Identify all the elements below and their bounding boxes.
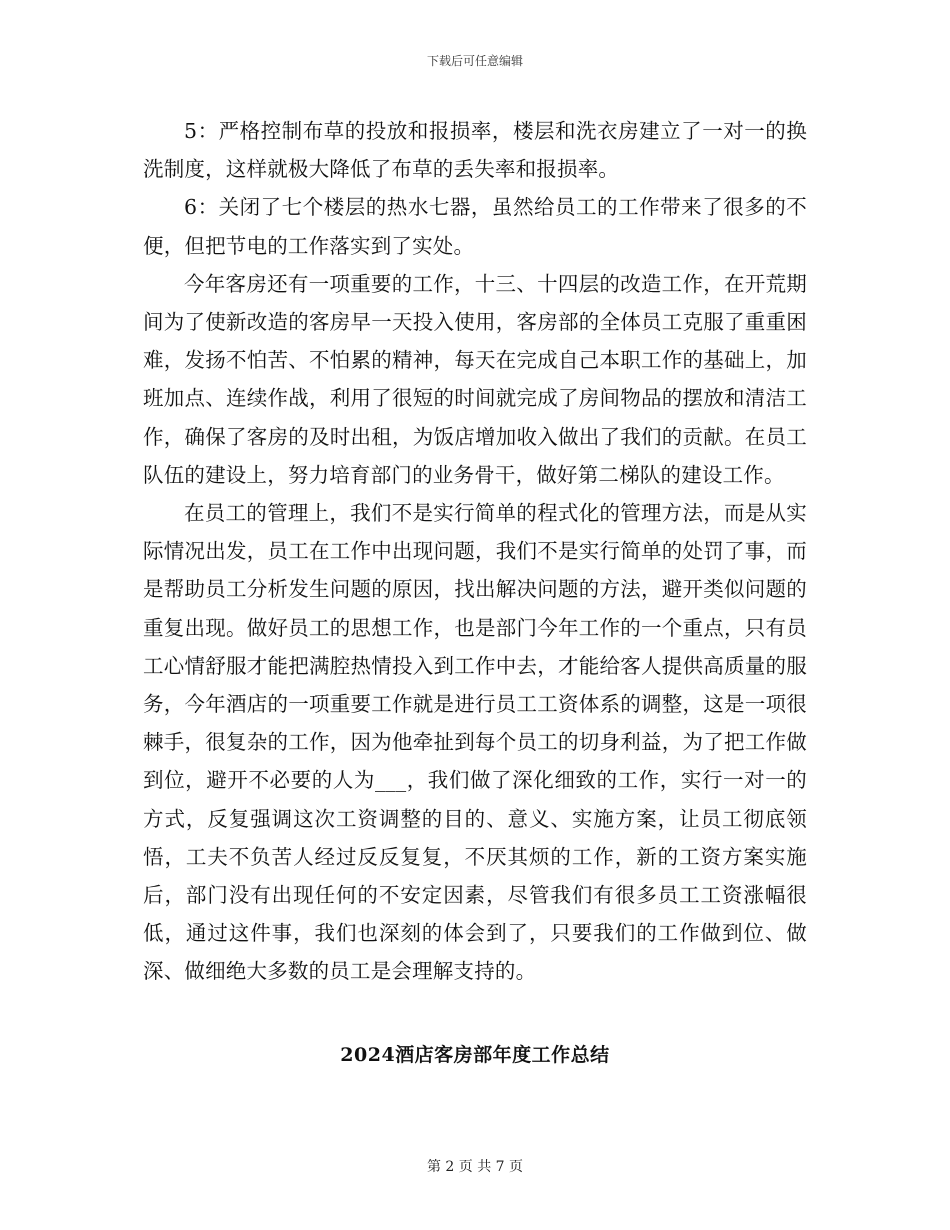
paragraph-staff-management: 在员工的管理上，我们不是实行简单的程式化的管理方法，而是从实际情况出发，员工在工作中出现问题，我们不是实行简单的处罚了事，而是帮助员工分析发生问题的原因，找出解决问题的方法，避开类似问题的重复出现。做好员工的思想工作，也是部门今年工作的一个重点，只有员工心情舒服才能把满腔热情投入到工作中去，才能给客人提供高质量的服务，今年酒店的一项重要工作就是进行员工工资体系的调整，这是一项很棘手，很复杂的工作，因为他牵扯到每个员工的切身利益，为了把工作做到位，避开不必要的人为___，我们做了深化细致的工作，实行一对一的方式，反复强调这次工资调整的目的、意义、实施方案，让员工彻底领悟，工夫不负苦人经过反反复复，不厌其烦的工作，新的工资方案实施后，部门没有出现任何的不安定因素，尽管我们有很多员工工资涨幅很低，通过这件事，我们也深刻的体会到了，只要我们的工作做到位、做深、做细绝大多数的员工是会理解支持的。 xyxy=(143,501,807,984)
paragraph-renovation: 今年客房还有一项重要的工作，十三、十四层的改造工作，在开荒期间为了使新改造的客房早一天投入使用，客房部的全体员工克服了重重困难，发扬不怕苦、不怕累的精神，每天在完成自己本职工作的基础上，加班加点、连续作战，利用了很短的时间就完成了房间物品的摆放和清洁工作，确保了客房的及时出租，为饭店增加收入做出了我们的贡献。在员工队伍的建设上，努力培育部门的业务骨干，做好第二梯队的建设工作。 xyxy=(143,271,807,487)
page-number: 第 2 页 共 7 页 xyxy=(426,1159,524,1175)
document-body xyxy=(143,112,807,991)
paragraph-item-5: 5：严格控制布草的投放和报损率，楼层和洗衣房建立了一对一的换洗制度，这样就极大降低了布草的丢失率和报损率。 xyxy=(143,119,807,182)
paragraph-item-6: 6：关闭了七个楼层的热水七器，虽然给员工的工作带来了很多的不便，但把节电的工作落实到了实处。 xyxy=(143,195,807,258)
page-header: 下载后可任意编辑 xyxy=(426,54,523,68)
section-title: 2024酒店客房部年度工作总结 xyxy=(340,1044,610,1066)
